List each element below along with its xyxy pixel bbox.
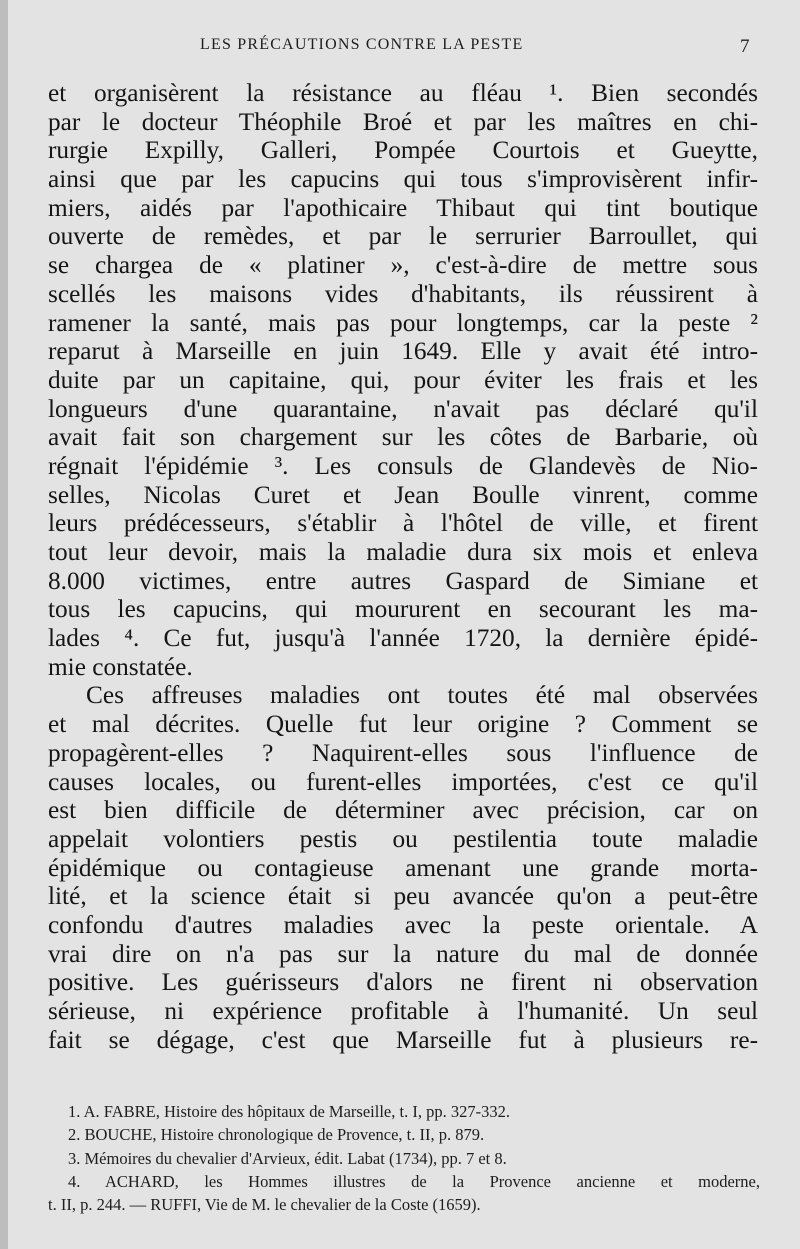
text-line: tous les capucins, qui moururent en secourant les ma- <box>48 595 758 624</box>
text-line: scellés les maisons vides d'habitants, ils réussirent à <box>48 279 758 308</box>
page-number: 7 <box>740 36 750 57</box>
text-line: par le docteur Théophile Broé et par les maîtres en chi- <box>48 107 758 136</box>
text-line: vrai dire on n'a pas sur la nature du mal de donnée <box>48 939 758 968</box>
text-line: fait se dégage, c'est que Marseille fut à plusieurs re- <box>48 1025 758 1054</box>
text-line: rurgie Expilly, Galleri, Pompée Courtois et Gueytte, <box>48 136 758 165</box>
text-line: ramener la santé, mais pas pour longtemps, car la peste ² <box>48 308 758 337</box>
text-line: et mal décrites. Quelle fut leur origine ? Comment se <box>48 710 758 739</box>
text-line: positive. Les guérisseurs d'alors ne firent ni observation <box>48 968 758 997</box>
text-line: avait fait son chargement sur les côtes de Barbarie, où <box>48 423 758 452</box>
footnote: 3. Mémoires du chevalier d'Arvieux, édit. Labat (1734), pp. 7 et 8. <box>68 1148 507 1168</box>
text-line: 8.000 victimes, entre autres Gaspard de Simiane et <box>48 566 758 595</box>
text-line: leurs prédécesseurs, s'établir à l'hôtel de ville, et firent <box>48 509 758 538</box>
paragraph-end-line: mie constatée. <box>48 652 193 681</box>
text-line: ouverte de remèdes, et par le serrurier Barroullet, qui <box>48 222 758 251</box>
footnote-continuation: t. II, p. 244. — RUFFI, Vie de M. le chevalier de la Coste (1659). <box>48 1195 481 1215</box>
text-line: se chargea de « platiner », c'est-à-dire de mettre sous <box>48 251 758 280</box>
text-line: et organisèrent la résistance au fléau ¹. Bien secondés <box>48 79 758 107</box>
text-line: duite par un capitaine, qui, pour éviter les frais et les <box>48 365 758 394</box>
text-line: causes locales, ou furent-elles importées, c'est ce qu'il <box>48 767 758 796</box>
text-line: confondu d'autres maladies avec la peste orientale. A <box>48 910 758 939</box>
text-line: lité, et la science était si peu avancée qu'on a peut-être <box>48 882 758 911</box>
text-line: selles, Nicolas Curet et Jean Boulle vinrent, comme <box>48 480 758 509</box>
footnotes <box>48 1100 760 1216</box>
text-line: miers, aidés par l'apothicaire Thibaut qui tint boutique <box>48 193 758 222</box>
text-line: sérieuse, ni expérience profitable à l'humanité. Un seul <box>48 997 758 1025</box>
text-line: régnait l'épidémie ³. Les consuls de Glandevès de Nio- <box>48 451 758 480</box>
text-line: épidémique ou contagieuse amenant une grande morta- <box>48 853 758 882</box>
text-line: appelait volontiers pestis ou pestilentia toute maladie <box>48 824 758 853</box>
text-line: lades ⁴. Ce fut, jusqu'à l'année 1720, la dernière épidé- <box>48 624 758 653</box>
book-page <box>8 0 800 1249</box>
text-line: longueurs d'une quarantaine, n'avait pas déclaré qu'il <box>48 394 758 423</box>
footnote: 2. BOUCHE, Histoire chronologique de Provence, t. II, p. 879. <box>68 1125 485 1145</box>
page-header <box>8 36 800 60</box>
text-line: est bien difficile de déterminer avec précision, car on <box>48 796 758 825</box>
body-text <box>48 79 758 1054</box>
text-line: propagèrent-elles ? Naquirent-elles sous l'influence de <box>48 738 758 767</box>
footnote: 4. ACHARD, les Hommes illustres de la Provence ancienne et moderne, <box>68 1171 760 1191</box>
footnote: 1. A. FABRE, Histoire des hôpitaux de Marseille, t. I, pp. 327-332. <box>68 1102 510 1121</box>
paragraph-start-line: Ces affreuses maladies ont toutes été mal observées <box>86 681 758 710</box>
text-line: ainsi que par les capucins qui tous s'improvisèrent infir- <box>48 165 758 194</box>
text-line: reparut à Marseille en juin 1649. Elle y avait été intro- <box>48 337 758 366</box>
running-title: LES PRÉCAUTIONS CONTRE LA PESTE <box>200 36 524 53</box>
text-line: tout leur devoir, mais la maladie dura six mois et enleva <box>48 538 758 566</box>
